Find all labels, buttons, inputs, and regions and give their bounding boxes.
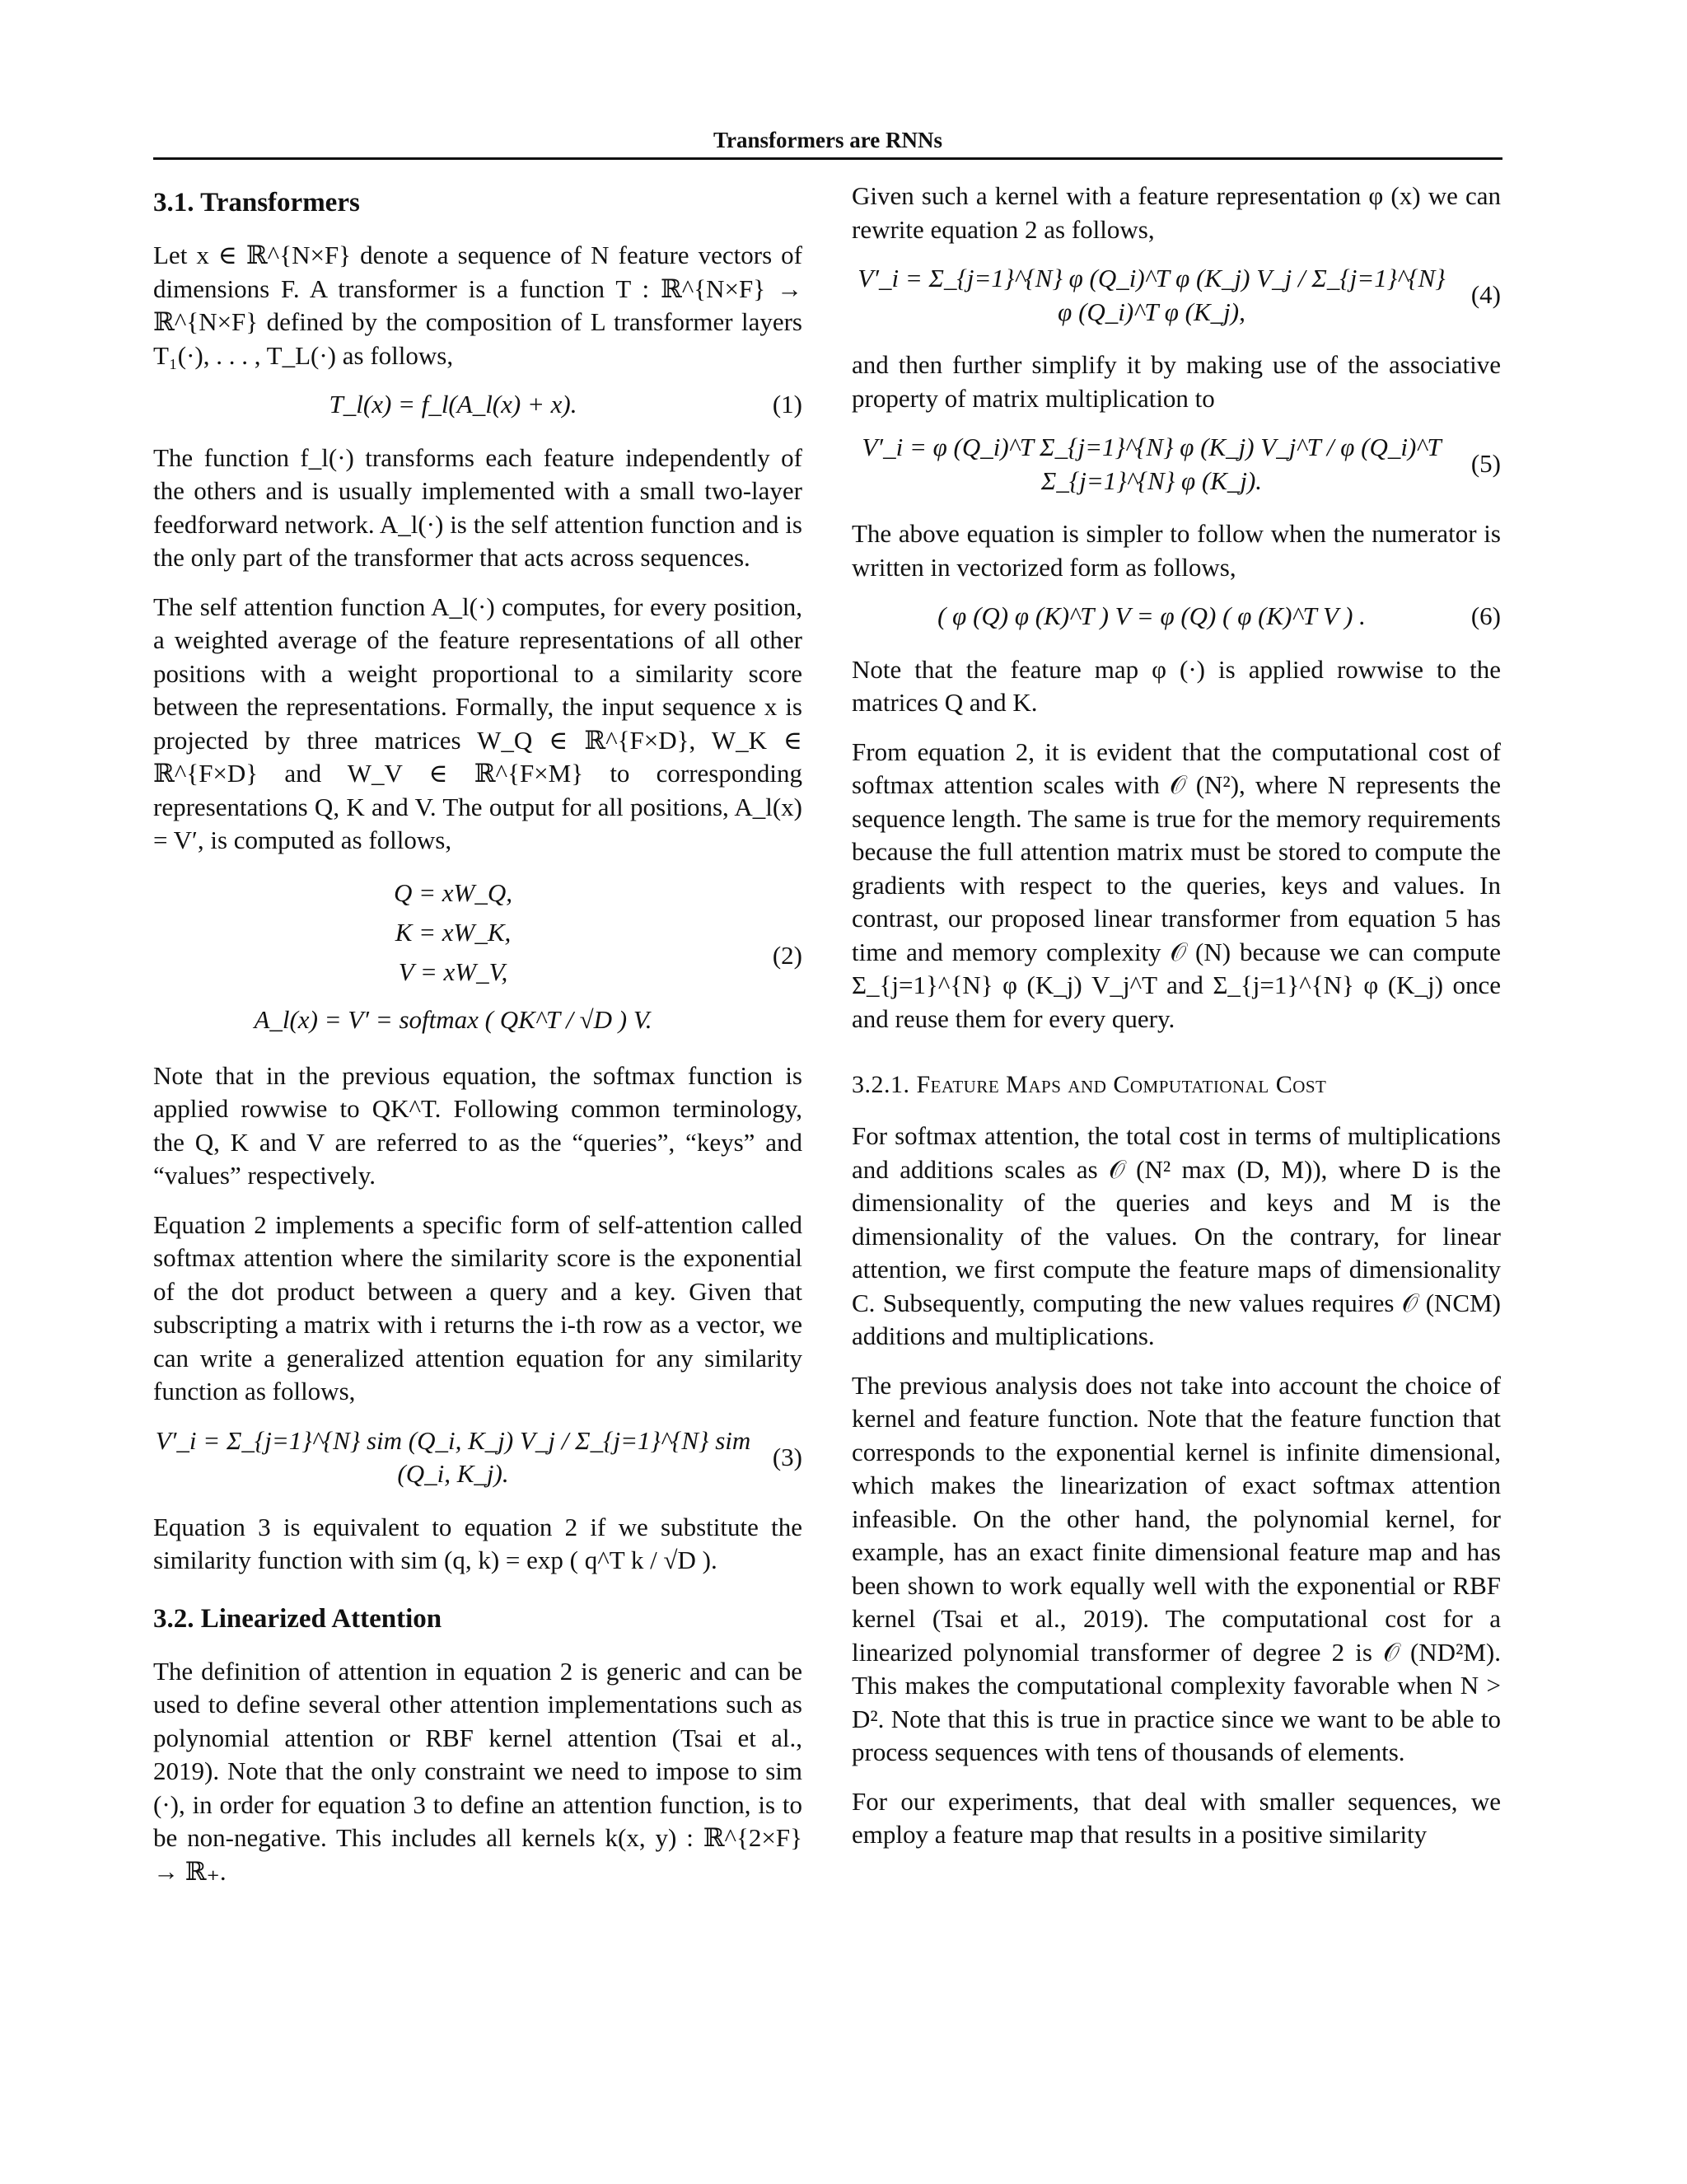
paragraph: The function f_l(·) transforms each feature independently of the others and is usually implemented with a small two-layer feedforward network. A_l(·) is the self attention function and is the only part of the transformer that acts across sequences. (153, 442, 802, 572)
equation-line: A_l(x) = V′ = softmax ( QK^T / √D ) V. (254, 1004, 652, 1034)
left-column (153, 180, 802, 1904)
paragraph: Equation 2 implements a specific form of self-attention called softmax attention where the similarity score is the exponential of the dot product between a query and a key. Given that subscripting a matrix with i returns the i-th row as a vector, we can write a generalized attention equation for any similarity function as follows, (153, 1209, 802, 1405)
equation-body: ( φ (Q) φ (K)^T ) V = φ (Q) ( φ (K)^T V ) . (937, 601, 1366, 630)
equation-3 (153, 1424, 802, 1491)
paragraph: From equation 2, it is evident that the computational cost of softmax attention scales with 𝒪 (N²), where N represents the sequence length. The same is true for the memory requirements because the full attention matrix must be stored to compute the gradients with respect to the queries, keys and values. In contrast, our proposed linear transformer from equation 5 has time and memory complexity 𝒪 (N) because we can compute Σ_{j=1}^{N} φ (K_j) V_j^T and Σ_{j=1}^{N} φ (K_j) once and reuse them for every query. (852, 737, 1501, 1033)
equation-number: (4) (1470, 280, 1501, 310)
paragraph: The previous analysis does not take into account the choice of kernel and feature function. Note that the feature function that corresponds to the exponential kernel is infinite dimensional, which makes the linearization of exact softmax attention infeasible. On the other hand, the polynomial kernel, for example, has an exact finite dimensional feature map and has been shown to work equally well with the exponential or RBF kernel (Tsai et al., 2019). The computational cost for a linearized polynomial transformer of degree 2 is 𝒪 (ND²M). This makes the computational complexity favorable when N > D². Note that this is true in practice since we want to be able to process sequences with tens of thousands of elements. (852, 1370, 1501, 1766)
paragraph: The above equation is simpler to follow when the numerator is written in vectorized form as follows, (852, 519, 1501, 582)
running-header: Transformers are RNNs (713, 128, 942, 152)
equation-1 (153, 388, 802, 422)
equation-number: (1) (772, 390, 802, 419)
equation-body: V′_i = Σ_{j=1}^{N} φ (Q_i)^T φ (K_j) V_j / Σ_{j=1}^{N} φ (Q_i)^T φ (K_j), (858, 264, 1446, 326)
equation-line: Q = xW_Q, (393, 877, 513, 907)
subsection-heading-feature-maps: 3.2.1. Feature Maps and Computational Cost (852, 1071, 1327, 1098)
equation-4 (852, 262, 1501, 329)
section-heading-transformers: 3.1. Transformers (153, 188, 360, 217)
paragraph: Equation 3 is equivalent to equation 2 if we substitute the similarity function with sim (q, k) = exp ( q^T k / √D ). (153, 1512, 802, 1574)
header-rule (153, 157, 1502, 160)
equation-number: (3) (772, 1442, 802, 1471)
equation-2 (153, 873, 802, 1040)
paragraph: The definition of attention in equation 2 is generic and can be used to define several other attention implementations such as polynomial attention or RBF kernel attention (Tsai et al., 2019). Note that the only constraint we need to impose to sim (·), in order for equation 3 to define an attention function, is to be non-negative. This includes all kernels k(x, y) : ℝ^{2×F} → ℝ₊. (153, 1656, 802, 1886)
equation-number: (2) (772, 941, 802, 970)
equation-body: V′_i = φ (Q_i)^T Σ_{j=1}^{N} φ (K_j) V_j^T / φ (Q_i)^T Σ_{j=1}^{N} φ (K_j). (862, 433, 1442, 495)
equation-number: (6) (1470, 601, 1501, 630)
paragraph: Note that the feature map φ (·) is applied rowwise to the matrices Q and K. (852, 654, 1501, 717)
paragraph: Let x ∈ ℝ^{N×F} denote a sequence of N feature vectors of dimensions F. A transformer is a function T : ℝ^{N×F} → ℝ^{N×F} defined by the composition of L transformer layers T₁(·), . . . , T_L(·) as follows, (153, 241, 802, 370)
paragraph: For softmax attention, the total cost in terms of multiplications and additions scales as 𝒪 (N² max (D, M)), where D is the dimensionality of the queries and keys and M is the dimensionality of the values. On the contrary, for linear attention, we first compute the feature maps of dimensionality C. Subsequently, computing the new values requires 𝒪 (NCM) additions and multiplications. (852, 1121, 1501, 1350)
right-column (852, 180, 1501, 1868)
equation-body: V′_i = Σ_{j=1}^{N} sim (Q_i, K_j) V_j / Σ_{j=1}^{N} sim (Q_i, K_j). (155, 1425, 751, 1488)
equation-line: K = xW_K, (395, 917, 512, 947)
paragraph: Given such a kernel with a feature representation φ (x) we can rewrite equation 2 as follows, (852, 181, 1501, 244)
paragraph: The self attention function A_l(·) computes, for every position, a weighted average of the feature representations of all other positions with a weight proportional to a similarity score between the representations. Formally, the input sequence x is projected by three matrices W_Q ∈ ℝ^{F×D}, W_K ∈ ℝ^{F×D} and W_V ∈ ℝ^{F×M} to corresponding representations Q, K and V. The output for all positions, A_l(x) = V′, is computed as follows, (153, 592, 802, 854)
equation-number: (5) (1470, 449, 1501, 479)
section-heading-linearized-attention: 3.2. Linearized Attention (153, 1603, 442, 1634)
equation-line: V = xW_V, (398, 956, 508, 986)
equation-5 (852, 431, 1501, 498)
equation-body: T_l(x) = f_l(A_l(x) + x). (329, 390, 577, 419)
paragraph: and then further simplify it by making use of the associative property of matrix multiplication to (852, 350, 1501, 413)
paragraph: For our experiments, that deal with smaller sequences, we employ a feature map that results in a positive similarity (852, 1786, 1501, 1849)
paragraph: Note that in the previous equation, the softmax function is applied rowwise to QK^T. Following common terminology, the Q, K and V are referred to as the “queries”, “keys” and “values” respectively. (153, 1060, 802, 1190)
equation-6 (852, 600, 1501, 634)
